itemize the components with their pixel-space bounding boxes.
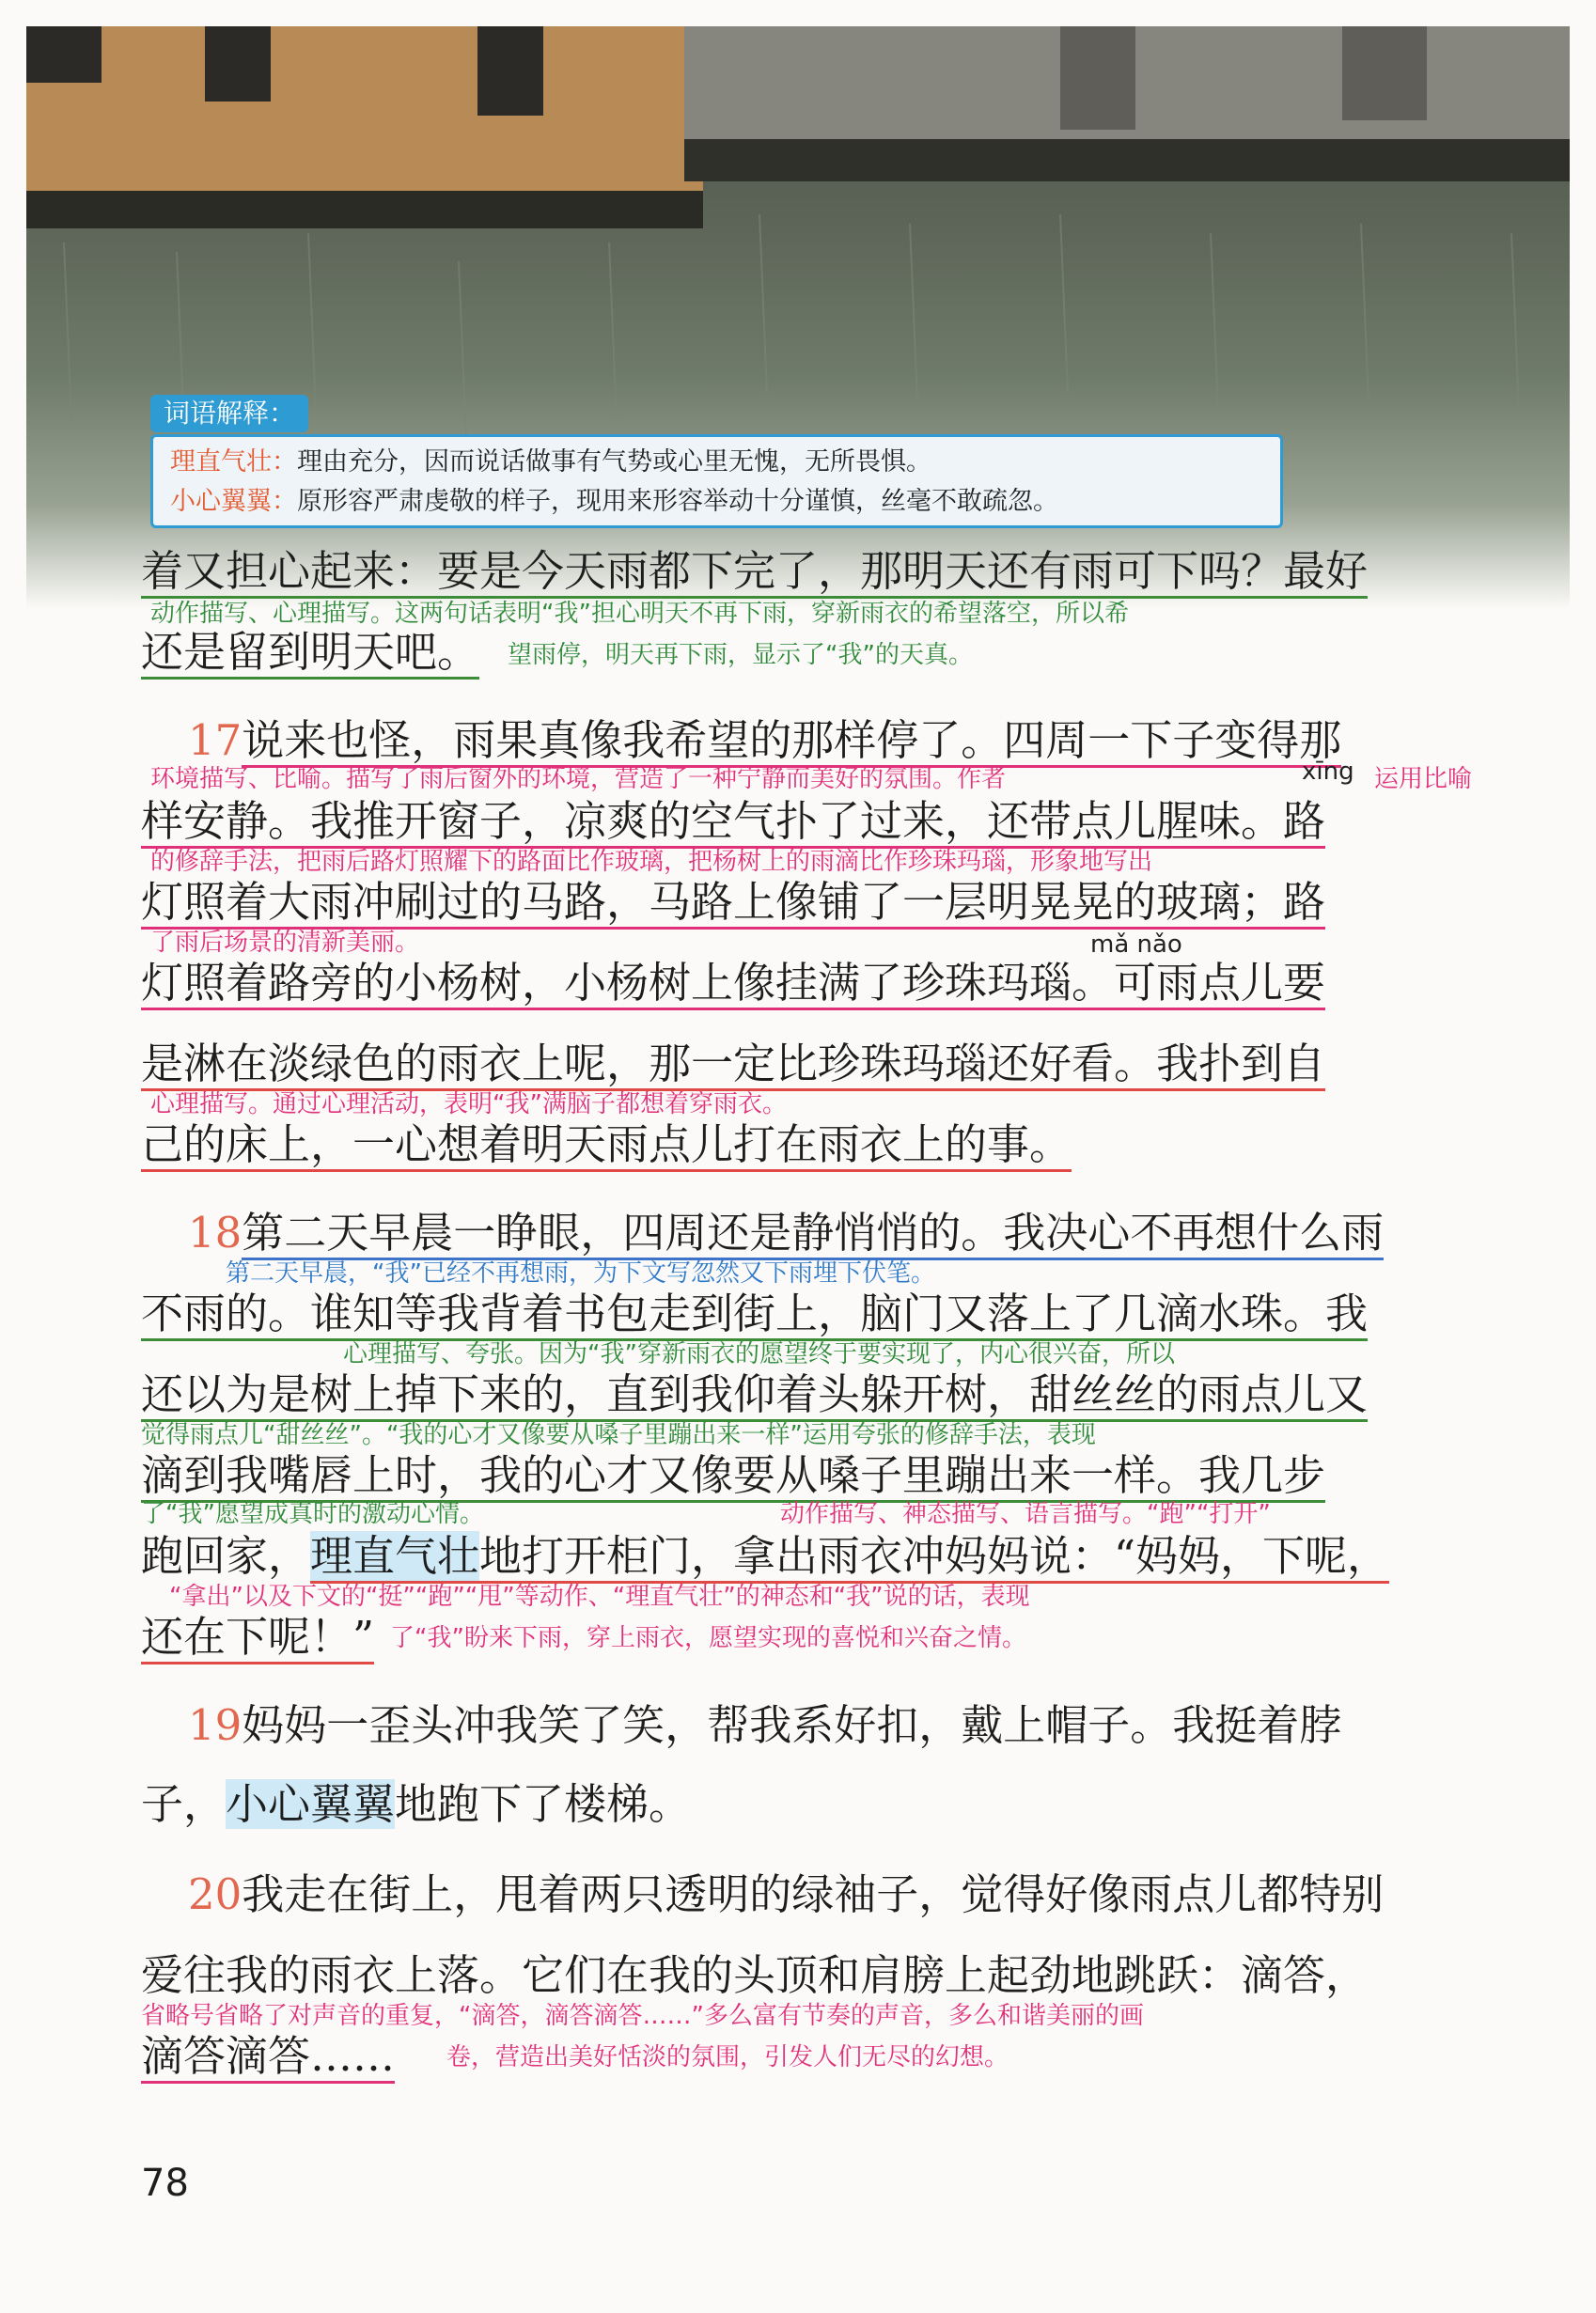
glossary-item	[170, 443, 1263, 482]
annotation: 了“我”盼来下雨，穿上雨衣，愿望实现的喜悦和兴奋之情。	[390, 1624, 1026, 1652]
text-span: 还是留到明天吧。	[141, 627, 479, 680]
text-span: 是淋在淡绿色的雨衣上呢，那一定比珍珠玛瑙还好看。我扑到自	[141, 1039, 1325, 1091]
highlighted-term: 理直气壮	[310, 1531, 479, 1584]
text-span: 着又担心起来：要是今天雨都下完了，那明天还有雨可下吗？最好	[141, 546, 1368, 599]
text-span: 地打开柜门，拿出雨衣冲妈妈说：“妈妈，下呢，	[479, 1531, 1389, 1584]
pinyin: xīng	[1302, 758, 1354, 786]
annotation-text: 环境描写、比喻。描写了雨后窗外的环境，营造了一种宁静而美好的氛围。作者	[150, 765, 1007, 793]
glossary-definition: 理由充分，因而说话做事有气势或心里无愧，无所畏惧。	[297, 447, 931, 477]
annotation: 运用比喻	[1374, 765, 1473, 793]
annotation: 省略号省略了对声音的重复，“滴答，滴答滴答……”多么富有节奏的声音，多么和谐美丽的画	[141, 2002, 1144, 2030]
text-line	[188, 1205, 1546, 1261]
glossary-term: 小心翼翼：	[170, 487, 297, 516]
annotation	[150, 763, 1006, 795]
text-line	[141, 1947, 1499, 2004]
annotation: 望雨停，明天再下雨，显示了“我”的天真。	[508, 641, 973, 669]
glossary-box	[150, 434, 1283, 528]
text-span: 还在下呢！”	[141, 1612, 374, 1664]
glossary-definition: 原形容严肃虔敬的样子，现用来形容举动十分谨慎，丝毫不敢疏忽。	[297, 487, 1058, 516]
glossary-item	[170, 482, 1263, 522]
text-span: 子，	[141, 1779, 227, 1829]
annotation: 心理描写。通过心理活动，表明“我”满脑子都想着穿雨衣。	[150, 1090, 787, 1118]
text-line	[141, 874, 1499, 930]
text-span: 说来也怪，雨果真像我希望的那样停了。四周一下子变得那	[242, 715, 1341, 768]
text-span: 地跑下了楼梯。	[395, 1779, 692, 1829]
text-span: 灯照着大雨冲刷过的马路，马路上像铺了一层明晃晃的玻璃；路	[141, 877, 1325, 930]
paragraph-number: 20	[188, 1869, 243, 1919]
annotation: 了“我”愿望成真时的激动心情。	[141, 1500, 484, 1528]
page-number: 78	[141, 2162, 189, 2205]
text-span: 己的床上，一心想着明天雨点儿打在雨衣上的事。	[141, 1119, 1072, 1172]
pinyin: mǎ nǎo	[1090, 930, 1182, 959]
annotation: “拿出”以及下文的“挺”“跑”“甩”等动作、“理直气壮”的神态和“我”说的话，表现	[169, 1583, 1030, 1611]
annotation: 觉得雨点儿“甜丝丝”。“我的心才又像要从嗓子里蹦出来一样”运用夸张的修辞手法，表现	[141, 1421, 1096, 1449]
text-span: 滴到我嘴唇上时，我的心才又像要从嗓子里蹦出来一样。我几步	[141, 1450, 1325, 1503]
text-line	[141, 1776, 1499, 1833]
annotation: 动作描写、神态描写、语言描写。“跑”“打开”	[780, 1500, 1271, 1528]
paragraph-number: 17	[188, 715, 243, 765]
annotation: 卷，营造出美好恬淡的氛围，引发人们无尽的幻想。	[446, 2043, 1009, 2071]
text-line	[141, 793, 1499, 850]
text-line	[141, 1286, 1499, 1342]
paragraph-number: 19	[188, 1700, 243, 1750]
glossary-term: 理直气壮：	[170, 447, 297, 477]
text-span: 妈妈一歪头冲我笑了笑，帮我系好扣，戴上帽子。我挺着脖	[242, 1700, 1342, 1750]
text-span: 灯照着路旁的小杨树，小杨树上像挂满了珍珠玛瑙。可雨点儿要	[141, 958, 1325, 1010]
text-line	[141, 1528, 1499, 1585]
paragraph-number: 18	[188, 1208, 243, 1258]
text-span: 第二天早晨一睁眼，四周还是静悄悄的。我决心不再想什么雨	[242, 1208, 1384, 1260]
text-span: 还以为是树上掉下来的，直到我仰着头躲开树，甜丝丝的雨点儿又	[141, 1369, 1368, 1422]
text-line	[141, 543, 1499, 600]
annotation: 第二天早晨，“我”已经不再想雨，为下文写忽然又下雨埋下伏笔。	[226, 1259, 935, 1288]
annotation: 动作描写、心理描写。这两句话表明“我”担心明天不再下雨，穿新雨衣的希望落空，所以希	[150, 600, 1129, 628]
text-span: 样安静。我推开窗子，凉爽的空气扑了过来，还带点儿腥味。路	[141, 796, 1325, 849]
text-line	[141, 955, 1499, 1011]
annotation: 了雨后场景的清新美丽。	[150, 929, 420, 957]
text-line	[141, 1117, 1499, 1173]
text-span: 不雨的。谁知等我背着书包走到街上，脑门又落上了几滴水珠。我	[141, 1289, 1368, 1341]
text-line	[188, 1697, 1546, 1754]
text-span: 我走在街上，甩着两只透明的绿袖子，觉得好像雨点儿都特别	[242, 1869, 1385, 1919]
text-span: 滴答滴答……	[141, 2031, 395, 2084]
glossary-tag: 词语解释：	[150, 395, 308, 432]
text-span: 爱往我的雨衣上落。它们在我的头顶和肩膀上起劲地跳跃：滴答，	[141, 1950, 1369, 2000]
text-line	[141, 1447, 1499, 1504]
highlighted-term: 小心翼翼	[226, 1779, 396, 1829]
annotation: 的修辞手法，把雨后路灯照耀下的路面比作玻璃，把杨树上的雨滴比作珍珠玛瑙，形象地写出	[150, 848, 1153, 876]
text-line	[141, 1036, 1499, 1092]
text-span: 跑回家，	[141, 1531, 311, 1581]
annotation: 心理描写、夸张。因为“我”穿新雨衣的愿望终于要实现了，内心很兴奋，所以	[343, 1340, 1175, 1368]
text-line	[188, 1867, 1546, 1923]
text-line	[141, 1367, 1499, 1423]
